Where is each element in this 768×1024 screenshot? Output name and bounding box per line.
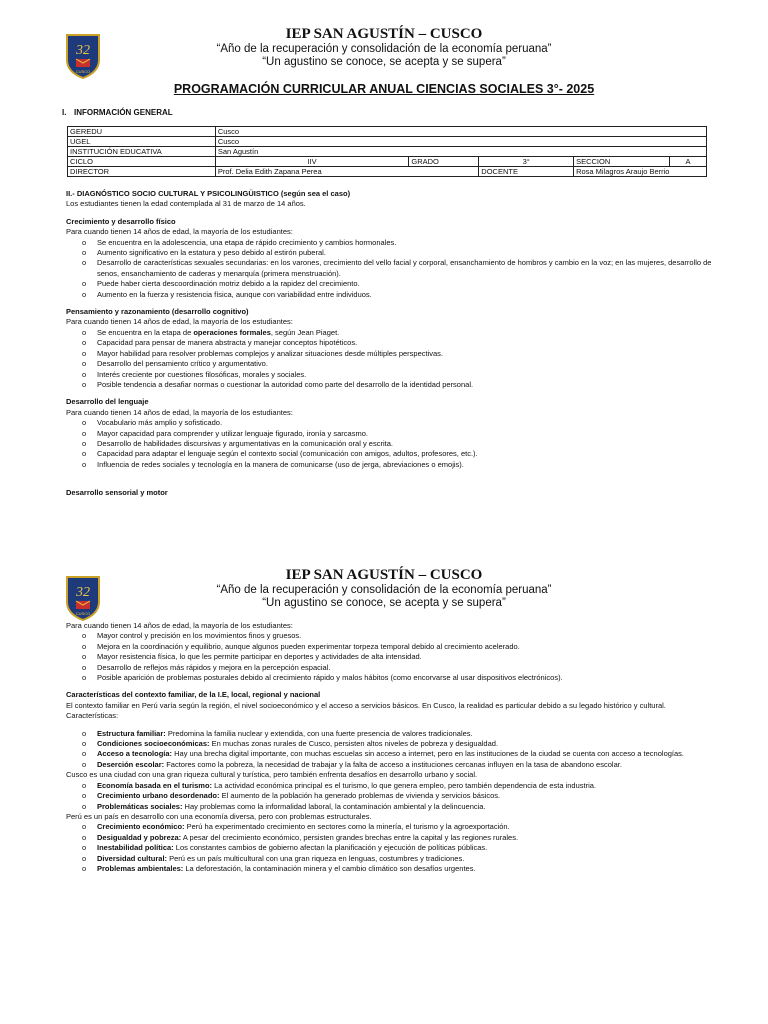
list-item: o Condiciones socioeconómicas: En muchas zonas rurales de Cusco, persisten altos niveles de pobreza y desigualdad. — [82, 739, 499, 749]
list-item: o Acceso a tecnología: Hay una brecha digital importante, con muchas escuelas sin acceso a internet, pero en las instituciones de la ciudad se cuenta con acceso a tecnologías. — [82, 749, 685, 759]
table-row — [68, 127, 707, 137]
table-cell: GRADO — [409, 157, 479, 167]
list-item: o Posible tendencia a desafiar normas o cuestionar la autoridad como parte del desarrollo de la identidad personal. — [82, 379, 474, 389]
list-item: o Economía basada en el turismo: La actividad económica principal es el turismo, lo que genera empleo, pero también dependencia de esta industria. — [82, 780, 597, 790]
subheading-physical: Crecimiento y desarrollo físico — [66, 216, 176, 226]
paragraph: Para cuando tienen 14 años de edad, la mayoría de los estudiantes: — [66, 407, 293, 417]
bullet-list-family — [66, 729, 716, 771]
list-item: o Desarrollo de reflejos más rápidos y mejora en la percepción espacial. — [82, 662, 331, 672]
table-cell: DIRECTOR — [68, 167, 216, 177]
list-item: o Estructura familiar: Predomina la familia nuclear y extendida, con una fuerte presencia de valores tradicionales. — [82, 728, 473, 738]
list-item: o Mayor resistencia física, lo que les permite participar en deportes y actividades de alta intensidad. — [82, 652, 422, 662]
table-cell: San Agustín — [215, 147, 706, 157]
sensory-and-context-section — [66, 621, 716, 874]
list-item: o Se encuentra en la adolescencia, una etapa de rápido crecimiento y cambios hormonales. — [82, 237, 397, 247]
table-cell: GEREDU — [68, 127, 216, 137]
list-item: o Desigualdad y pobreza: A pesar del crecimiento económico, persisten grandes brechas entre la capital y las regiones rurales. — [82, 832, 519, 842]
section-heading-diagnostic: II.- DIAGNÓSTICO SOCIO CULTURAL Y PSICOLINGÜISTICO (según sea el caso) — [66, 189, 351, 198]
paragraph: El contexto familiar en Perú varía según la región, el nivel socioeconómico y el acceso a servicios básicos. En Cusco, la realidad es particular debido a su legado histórico y cultural. — [66, 700, 666, 710]
general-info-table — [67, 126, 707, 177]
list-item: o Aumento significativo en la estatura y peso debido al estirón puberal. — [82, 248, 326, 258]
list-item: o Desarrollo de habilidades discursivas y argumentativas en la comunicación oral y escrita. — [82, 438, 393, 448]
bullet-list-cusco — [66, 781, 716, 812]
list-item: o Mayor control y precisión en los movimientos finos y gruesos. — [82, 631, 302, 641]
list-item: o Crecimiento económico: Perú ha experimentado crecimiento en sectores como la minería, el turismo y la agroexportación. — [82, 822, 510, 832]
school-motto: “Un agustino se conoce, se acepta y se supera” — [262, 56, 506, 68]
paragraph: Perú es un país en desarrollo con una economía diversa, pero con problemas estructurales. — [66, 811, 372, 821]
subheading-cognitive: Pensamiento y razonamiento (desarrollo cognitivo) — [66, 307, 249, 317]
list-item: o Desarrollo de características sexuales secundarias: en los varones, crecimiento del vello facial y corporal, ensanchamiento de hombros y cambio en la voz; en las mujeres, desarrollo de senos, ensanchamiento de caderas y menarquía (primera menstruación). — [82, 258, 712, 278]
list-item: o Problemáticas sociales: Hay problemas como la informalidad laboral, la contaminación ambiental y la delincuencia. — [82, 801, 486, 811]
table-cell: Cusco — [215, 137, 706, 147]
list-item: o Influencia de redes sociales y tecnología en la manera de comunicarse (uso de jerga, abreviaciones o emojis). — [82, 459, 464, 469]
list-item: o Diversidad cultural: Perú es un país multicultural con una gran riqueza en lenguas, costumbres y tradiciones. — [82, 853, 465, 863]
paragraph: Para cuando tienen 14 años de edad, la mayoría de los estudiantes: — [66, 317, 293, 327]
list-item: o Crecimiento urbano desordenado: El aumento de la población ha generado problemas de vivienda y servicios básicos. — [82, 791, 501, 801]
list-item: o Inestabilidad política: Los constantes cambios de gobierno afectan la planificación y ejecución de políticas públicas. — [82, 843, 488, 853]
year-motto: “Año de la recuperación y consolidación de la economía peruana” — [216, 584, 552, 596]
table-row — [68, 157, 707, 167]
list-item: o Mejora en la coordinación y equilibrio, aunque algunos pueden experimentar torpeza temporal debido al crecimiento acelerado. — [82, 641, 520, 651]
list-item: o Vocabulario más amplio y sofisticado. — [82, 418, 223, 428]
table-row — [68, 167, 707, 177]
subheading-language: Desarrollo del lenguaje — [66, 397, 149, 407]
year-motto: “Año de la recuperación y consolidación de la economía peruana” — [216, 43, 552, 55]
school-name: IEP SAN AGUSTÍN – CUSCO — [285, 567, 483, 583]
list-item: o Aumento en la fuerza y resistencia física, aunque con variabilidad entre individuos. — [82, 289, 372, 299]
section-heading-info: I. INFORMACIÓN GENERAL — [62, 108, 173, 117]
table-cell: A — [670, 157, 707, 167]
bullet-list-cognitive — [66, 328, 716, 390]
list-item: o Mayor habilidad para resolver problemas complejos y analizar situaciones desde múltiples perspectivas. — [82, 348, 444, 358]
paragraph: Características: — [66, 711, 119, 721]
document-title: PROGRAMACIÓN CURRICULAR ANUAL CIENCIAS SOCIALES 3°- 2025 — [173, 82, 595, 96]
table-cell: SECCION — [574, 157, 670, 167]
paragraph: Para cuando tienen 14 años de edad, la mayoría de los estudiantes: — [66, 227, 293, 237]
school-motto: “Un agustino se conoce, se acepta y se supera” — [262, 597, 506, 609]
table-cell: INSTITUCIÓN EDUCATIVA — [68, 147, 216, 157]
list-item: o Puede haber cierta descoordinación motriz debido a la rapidez del crecimiento. — [82, 279, 360, 289]
table-row — [68, 147, 707, 157]
list-item: o Deserción escolar: Factores como la pobreza, la necesidad de trabajar y la falta de acceso a instituciones cercanas influyen en la tasa de abandono escolar. — [82, 759, 622, 769]
svg-text:32: 32 — [76, 585, 90, 600]
page-2 — [0, 545, 768, 1024]
diagnostic-section — [66, 189, 716, 499]
table-cell: DOCENTE — [479, 167, 574, 177]
paragraph: Para cuando tienen 14 años de edad, la mayoría de los estudiantes: — [66, 621, 293, 630]
table-cell: CICLO — [68, 157, 216, 167]
paragraph: Cusco es una ciudad con una gran riqueza cultural y turística, pero también enfrenta desafíos en desarrollo urbano y social. — [66, 770, 478, 780]
list-item: o Interés creciente por cuestiones filosóficas, morales y sociales. — [82, 369, 307, 379]
list-item: o Se encuentra en la etapa de operaciones formales, según Jean Piaget. — [82, 327, 340, 337]
subheading-sensory: Desarrollo sensorial y motor — [66, 488, 168, 498]
bullet-list-peru — [66, 822, 716, 874]
list-item: o Desarrollo del pensamiento crítico y argumentativo. — [82, 359, 268, 369]
table-row — [68, 137, 707, 147]
paragraph: Los estudiantes tienen la edad contemplada al 31 de marzo de 14 años. — [66, 199, 306, 209]
table-cell: UGEL — [68, 137, 216, 147]
bullet-list-language — [66, 418, 716, 470]
table-cell: Prof. Delia Edith Zapana Perea — [215, 167, 478, 177]
list-item: o Mayor capacidad para comprender y utilizar lenguaje figurado, ironía y sarcasmo. — [82, 428, 368, 438]
table-cell: 3° — [479, 157, 574, 167]
list-item: o Problemas ambientales: La deforestación, la contaminación minera y el cambio climático son desafíos urgentes. — [82, 863, 476, 873]
school-name: IEP SAN AGUSTÍN – CUSCO — [285, 26, 483, 42]
table-cell: Rosa Milagros Araujo Berrio — [574, 167, 707, 177]
list-item: o Capacidad para adaptar el lenguaje según el contexto social (comunicación con amigos, adultos, profesores, etc.). — [82, 449, 478, 459]
list-item: o Posible aparición de problemas posturales debido al crecimiento rápido y malos hábitos (como encorvarse al usar dispositivos electrónicos). — [82, 673, 563, 683]
svg-text:32: 32 — [76, 43, 90, 58]
svg-text:CUSCO: CUSCO — [75, 611, 91, 616]
svg-text:CUSCO: CUSCO — [75, 69, 91, 74]
list-item: o Capacidad para pensar de manera abstracta y manejar conceptos hipotéticos. — [82, 338, 358, 348]
bullet-list-sensory — [66, 631, 716, 683]
table-cell: Cusco — [215, 127, 706, 137]
bullet-list-physical — [66, 238, 716, 300]
table-cell: IIV — [215, 157, 409, 167]
subheading-context: Características del contexto familiar, de la I.E, local, regional y nacional — [66, 690, 321, 700]
